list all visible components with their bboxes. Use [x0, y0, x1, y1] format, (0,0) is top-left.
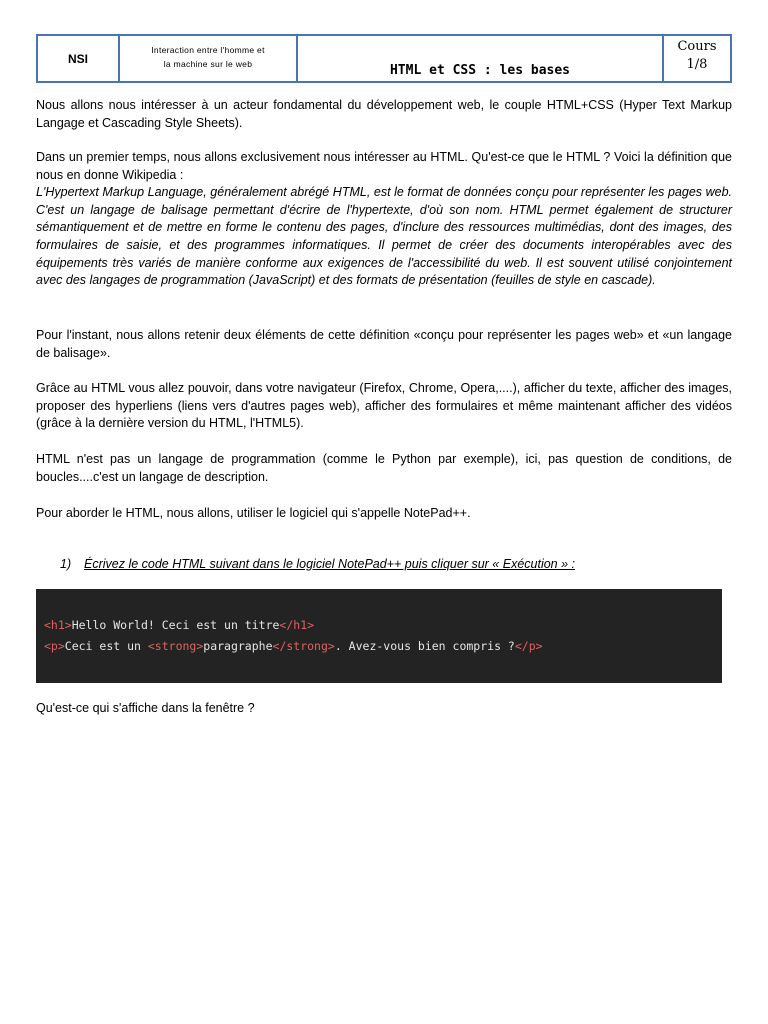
- code-line-2: [44, 636, 722, 657]
- capabilities-paragraph: [36, 380, 732, 433]
- subject-code: NSI: [38, 36, 120, 81]
- h1-close-tag: </h1>: [279, 618, 315, 632]
- h1-open-tag: <h1>: [44, 618, 72, 632]
- paragraph-2: Dans un premier temps, nous allons exclusivement nous intéresser au HTML. Qu'est-ce que le HTML ? Voici la définition que nous en donne Wikipedia :: [36, 150, 732, 182]
- p-open-tag: <p>: [44, 639, 65, 653]
- strong-close-tag: </strong>: [272, 639, 335, 653]
- h1-text: Hello World! Ceci est un titre: [71, 618, 280, 632]
- header-table: [36, 34, 732, 83]
- p-close-tag: </p>: [514, 639, 543, 653]
- paragraph-6: Pour aborder le HTML, nous allons, utiliser le logiciel qui s'appelle NotePad++.: [36, 506, 471, 520]
- exercise-step-1: [60, 557, 575, 571]
- subject-line-1: Interaction entre l'homme et: [151, 45, 265, 55]
- notepad-paragraph: [36, 505, 732, 523]
- paragraph-5: HTML n'est pas un langage de programmation (comme le Python par exemple), ici, pas question de conditions, de boucles....c'est un langage de description.: [36, 452, 732, 484]
- paragraph-4: Grâce au HTML vous allez pouvoir, dans votre navigateur (Firefox, Chrome, Opera,....), afficher du texte, afficher des images, proposer des hyperliens (liens vers d'autres pages web), afficher des formulaires et même maintenant afficher des vidéos (grâce à la dernière version du HTML, l'HTML5).: [36, 381, 732, 431]
- code-line-1: [44, 615, 722, 636]
- strong-text: paragraphe: [203, 639, 273, 653]
- document-title-cell: [298, 36, 664, 81]
- question-text: Qu'est-ce qui s'affiche dans la fenêtre ?: [36, 701, 255, 715]
- course-cell: [664, 36, 730, 81]
- retain-paragraph: [36, 327, 732, 362]
- step-instruction: Écrivez le code HTML suivant dans le logiciel NotePad++ puis cliquer sur « Exécution » :: [84, 557, 575, 571]
- wikipedia-quote: L'Hypertext Markup Language, généralement abrégé HTML, est le format de données conçu pour représenter les pages web. C'est un langage de balisage permettant d'écrire de l'hypertexte, d'où son nom. HTML permet également de structurer sémantiquement et de mettre en forme le contenu des pages, d'inclure des ressources multimédias, dont des images, des formulaires de saisie, et des programmes informatiques. Il permet de créer des documents interopérables avec des équipements très variés de manière conforme aux exigences de l'accessibilité du web. Il est souvent utilisé conjointement avec des langages de programmation (JavaScript) et des formats de présentation (feuilles de style en cascade).: [36, 185, 732, 288]
- intro-paragraph: [36, 97, 732, 132]
- paragraph-3: Pour l'instant, nous allons retenir deux éléments de cette définition «conçu pour représenter les pages web» et «un langage de balisage».: [36, 328, 732, 360]
- p-text-2: . Avez-vous bien compris ?: [334, 639, 515, 653]
- code-block: [36, 589, 722, 683]
- description-paragraph: [36, 451, 732, 486]
- strong-open-tag: <strong>: [147, 639, 204, 653]
- subject-title: [120, 36, 298, 81]
- page-number: 1/8: [686, 57, 708, 72]
- document-title: HTML et CSS : les bases: [389, 63, 570, 78]
- subject-line-2: la machine sur le web: [163, 59, 253, 69]
- paragraph-1: Nous allons nous intéresser à un acteur fondamental du développement web, le couple HTML+CSS (Hyper Text Markup Langage et Cascading Style Sheets).: [36, 98, 732, 130]
- definition-section: [36, 149, 732, 290]
- step-number: 1): [60, 557, 72, 571]
- p-text-1: Ceci est un: [64, 639, 148, 653]
- course-label: Cours: [677, 39, 717, 54]
